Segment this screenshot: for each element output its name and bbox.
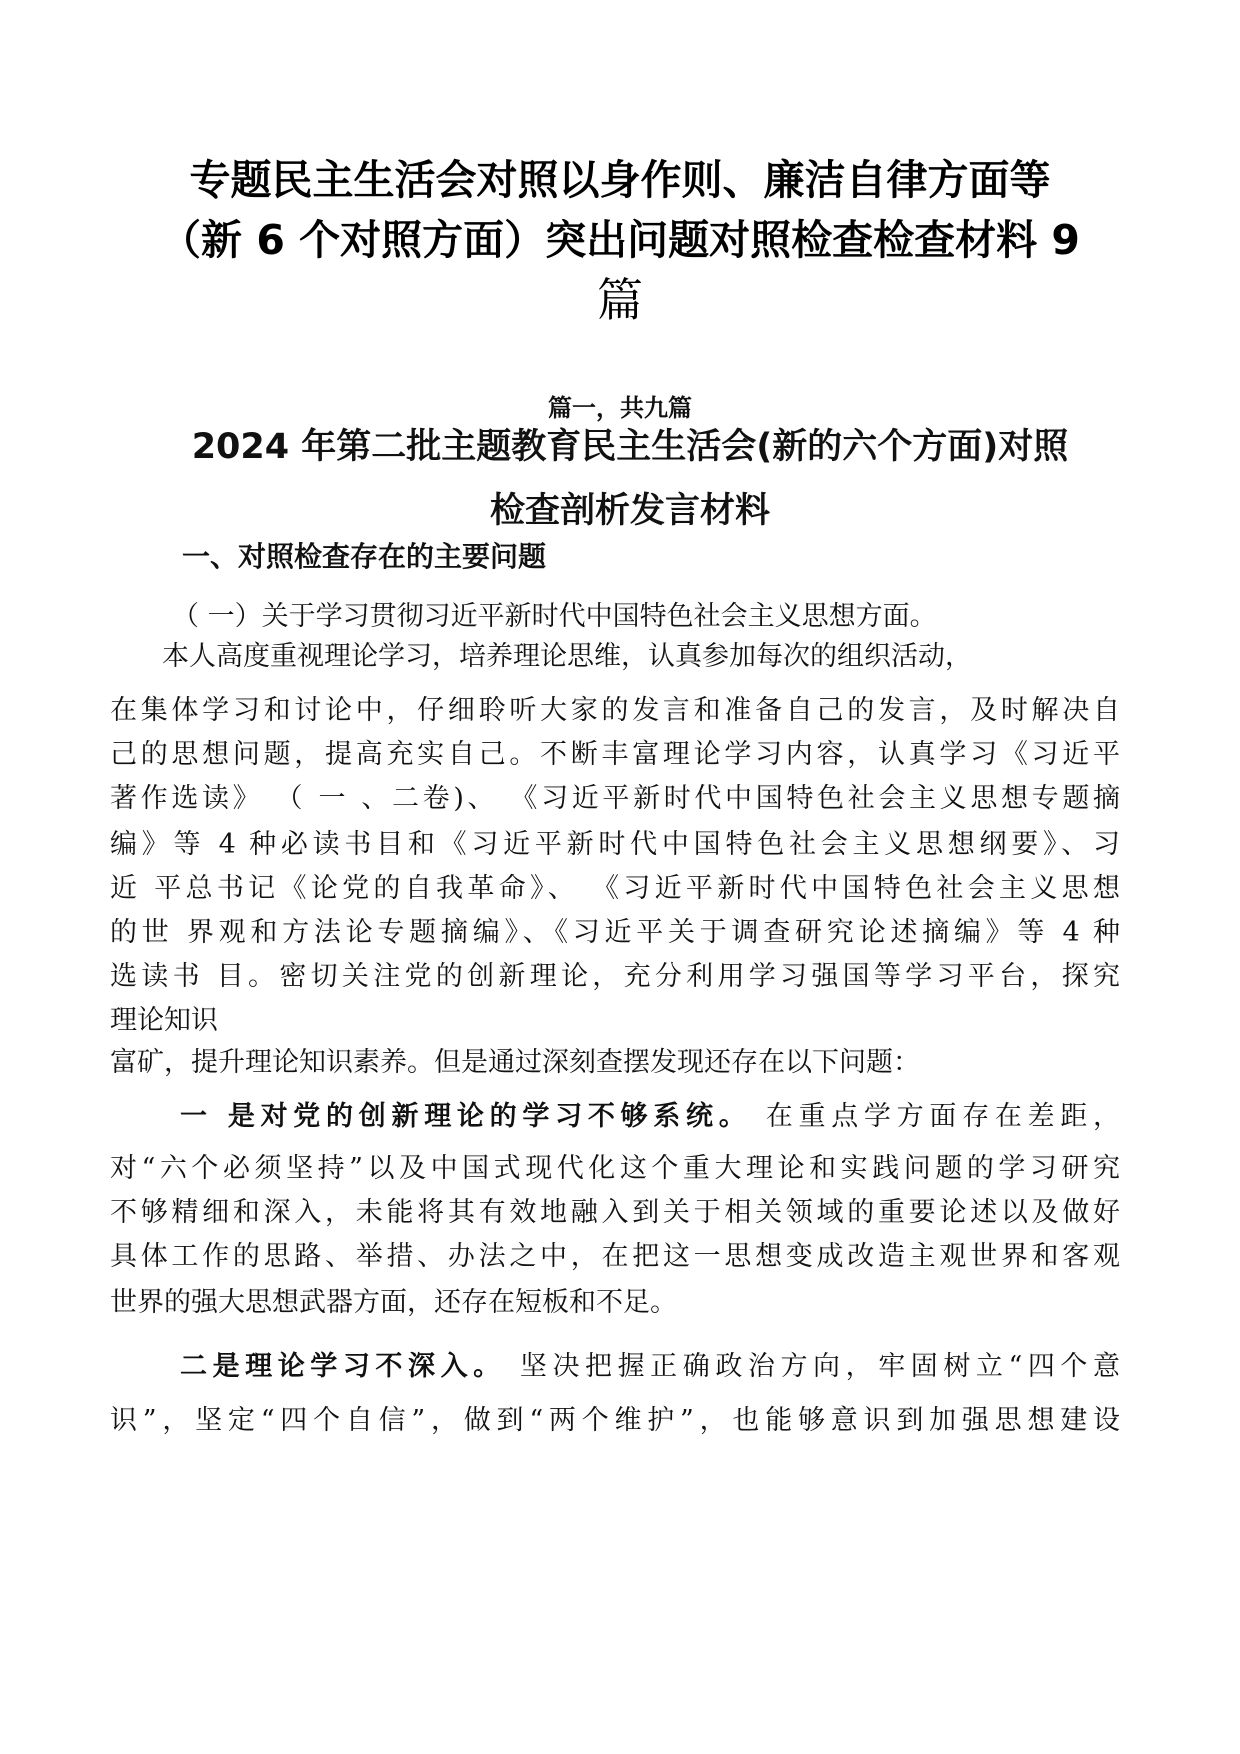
- body-line: 不够精细和深入，未能将其有效地融入到关于相关领域的重要论述以及做好: [110, 1197, 1120, 1228]
- body-line: 具体工作的思路、举措、办法之中，在把这一思想变成改造主观世界和客观: [110, 1241, 1120, 1272]
- title-line-2: （新 6 个对照方面）突出问题对照检查检查材料 9: [160, 216, 1080, 264]
- section-heading: 一、对照检查存在的主要问题: [182, 540, 547, 573]
- title-line-3: 篇: [597, 273, 643, 327]
- body-line: 选读书 目。密切关注党的创新理论，充分利用学习强国等学习平台，探究: [110, 961, 1120, 992]
- subtitle-line-2: 检查剖析发言材料: [489, 491, 770, 531]
- body-line: 近 平总书记《论党的自我革命》、 《习近平新时代中国特色社会主义思想: [110, 873, 1120, 904]
- point-heading: 二是理论学习不深入。: [180, 1351, 506, 1382]
- body-line: 己的思想问题，提高充实自己。不断丰富理论学习内容，认真学习《习近平: [110, 739, 1120, 770]
- body-line: 对“六个必须坚持”以及中国式现代化这个重大理论和实践问题的学习研究: [110, 1153, 1120, 1184]
- body-line: 在集体学习和讨论中，仔细聆听大家的发言和准备自己的发言，及时解决自: [110, 695, 1120, 726]
- document-title: [120, 150, 1120, 330]
- point-text: 坚决把握正确政治方向，牢固树立“四个意: [505, 1351, 1121, 1382]
- body-line: 编》等 4 种必读书目和《习近平新时代中国特色社会主义思想纲要》、习: [110, 829, 1120, 860]
- body-line: 本人高度重视理论学习，培养理论思维，认真参加每次的组织活动，: [162, 641, 972, 672]
- point-heading: 一 是对党的创新理论的学习不够系统。: [180, 1101, 752, 1132]
- part-label: 篇一，共九篇: [548, 394, 692, 422]
- point-text: 在重点学方面存在差距，: [751, 1101, 1120, 1132]
- subtitle-line-1: 2024 年第二批主题教育民主生活会(新的六个方面)对照: [191, 427, 1069, 467]
- body-line: 理论知识: [110, 1005, 218, 1036]
- body-line: 富矿，提升理论知识素养。但是通过深刻查摆发现还存在以下问题：: [110, 1047, 920, 1078]
- body-paragraph-point-2: [180, 1347, 1120, 1387]
- title-line-1: 专题民主生活会对照以身作则、廉洁自律方面等: [189, 156, 1051, 204]
- body-line: 识”，坚定“四个自信”，做到“两个维护”，也能够意识到加强思想建设: [110, 1405, 1120, 1436]
- article-subtitle: [150, 415, 1110, 543]
- body-line: 的世 界观和方法论专题摘编》、《习近平关于调查研究论述摘编》等 4 种: [110, 917, 1120, 948]
- body-paragraph-point-1: [180, 1097, 1120, 1137]
- body-line: 世界的强大思想武器方面，还存在短板和不足。: [110, 1287, 677, 1318]
- body-line: 著作选读》 （ 一 、二卷)、 《习近平新时代中国特色社会主义思想专题摘: [110, 783, 1120, 814]
- body-line: （ 一）关于学习贯彻习近平新时代中国特色社会主义思想方面。: [172, 601, 937, 632]
